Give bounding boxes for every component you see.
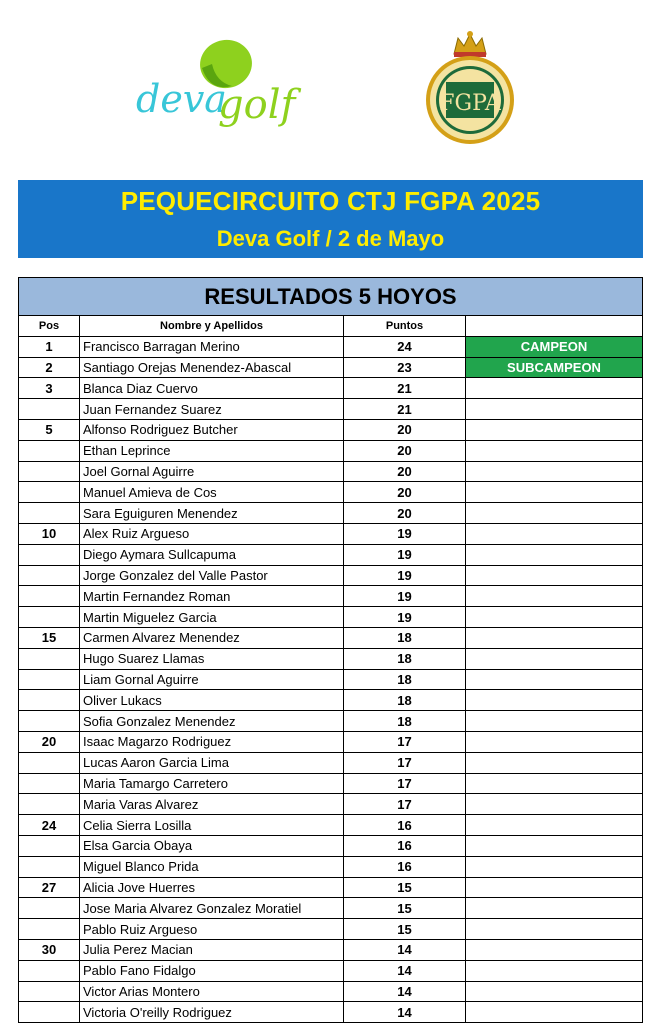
table-row: [19, 960, 643, 981]
table-row: [19, 565, 643, 586]
cell-points: 20: [344, 419, 466, 440]
table-row: [19, 877, 643, 898]
cell-points: 17: [344, 794, 466, 815]
cell-name: Juan Fernandez Suarez: [80, 399, 344, 420]
fgpa-seal-logo: [420, 30, 520, 146]
fgpa-seal-text: FGPA: [439, 91, 501, 116]
award-empty: [466, 419, 643, 440]
results-table: [18, 315, 643, 1023]
award-empty: [466, 586, 643, 607]
award-empty: [466, 877, 643, 898]
cell-name: Julia Perez Macian: [80, 939, 344, 960]
award-empty: [466, 461, 643, 482]
title-banner: [18, 180, 643, 258]
table-row: [19, 898, 643, 919]
award-empty: [466, 669, 643, 690]
cell-name: Celia Sierra Losilla: [80, 815, 344, 836]
table-row: [19, 336, 643, 357]
cell-pos: [19, 898, 80, 919]
cell-points: 18: [344, 690, 466, 711]
cell-points: 15: [344, 877, 466, 898]
award-badge: CAMPEON: [466, 336, 643, 357]
cell-pos: [19, 586, 80, 607]
cell-name: Sara Eguiguren Menendez: [80, 503, 344, 524]
cell-pos: [19, 669, 80, 690]
award-empty: [466, 544, 643, 565]
table-row: [19, 419, 643, 440]
award-empty: [466, 981, 643, 1002]
award-empty: [466, 711, 643, 732]
cell-name: Jorge Gonzalez del Valle Pastor: [80, 565, 344, 586]
cell-name: Diego Aymara Sullcapuma: [80, 544, 344, 565]
table-row: [19, 461, 643, 482]
cell-pos: [19, 607, 80, 628]
cell-pos: 20: [19, 731, 80, 752]
cell-points: 20: [344, 482, 466, 503]
cell-name: Alfonso Rodriguez Butcher: [80, 419, 344, 440]
award-badge: SUBCAMPEON: [466, 357, 643, 378]
cell-pos: [19, 711, 80, 732]
table-row: [19, 523, 643, 544]
award-empty: [466, 773, 643, 794]
table-row: [19, 773, 643, 794]
cell-pos: 1: [19, 336, 80, 357]
award-empty: [466, 939, 643, 960]
cell-pos: [19, 399, 80, 420]
cell-points: 19: [344, 607, 466, 628]
cell-name: Sofia Gonzalez Menendez: [80, 711, 344, 732]
cell-pos: [19, 440, 80, 461]
table-row: [19, 856, 643, 877]
table-row: [19, 669, 643, 690]
table-row: [19, 544, 643, 565]
cell-points: 17: [344, 731, 466, 752]
cell-pos: 10: [19, 523, 80, 544]
cell-pos: [19, 565, 80, 586]
award-empty: [466, 835, 643, 856]
cell-pos: 24: [19, 815, 80, 836]
svg-text:golf: golf: [218, 82, 296, 128]
cell-pos: [19, 960, 80, 981]
cell-pos: 15: [19, 627, 80, 648]
cell-name: Joel Gornal Aguirre: [80, 461, 344, 482]
cell-points: 18: [344, 627, 466, 648]
cell-name: Maria Varas Alvarez: [80, 794, 344, 815]
cell-name: Victoria O'reilly Rodriguez: [80, 1002, 344, 1023]
cell-pos: [19, 919, 80, 940]
table-row: [19, 1002, 643, 1023]
cell-points: 24: [344, 336, 466, 357]
cell-pos: [19, 981, 80, 1002]
award-empty: [466, 523, 643, 544]
cell-points: 19: [344, 565, 466, 586]
cell-pos: 3: [19, 378, 80, 399]
column-header-pos: Pos: [19, 316, 80, 337]
cell-pos: [19, 503, 80, 524]
cell-name: Francisco Barragan Merino: [80, 336, 344, 357]
cell-pos: [19, 544, 80, 565]
table-row: [19, 627, 643, 648]
cell-pos: 5: [19, 419, 80, 440]
cell-name: Hugo Suarez Llamas: [80, 648, 344, 669]
cell-pos: [19, 690, 80, 711]
table-row: [19, 648, 643, 669]
results-title: RESULTADOS 5 HOYOS: [204, 284, 457, 309]
cell-name: Jose Maria Alvarez Gonzalez Moratiel: [80, 898, 344, 919]
table-row: [19, 815, 643, 836]
table-row: [19, 752, 643, 773]
cell-name: Blanca Diaz Cuervo: [80, 378, 344, 399]
cell-pos: [19, 835, 80, 856]
award-empty: [466, 731, 643, 752]
cell-name: Lucas Aaron Garcia Lima: [80, 752, 344, 773]
column-header-name: Nombre y Apellidos: [80, 316, 344, 337]
cell-points: 16: [344, 835, 466, 856]
cell-name: Isaac Magarzo Rodriguez: [80, 731, 344, 752]
award-empty: [466, 690, 643, 711]
table-row: [19, 357, 643, 378]
award-empty: [466, 794, 643, 815]
award-empty: [466, 482, 643, 503]
cell-points: 17: [344, 752, 466, 773]
table-row: [19, 731, 643, 752]
results-header: [18, 277, 643, 316]
cell-pos: 30: [19, 939, 80, 960]
table-row: [19, 711, 643, 732]
cell-points: 14: [344, 1002, 466, 1023]
cell-points: 18: [344, 648, 466, 669]
award-empty: [466, 565, 643, 586]
award-empty: [466, 752, 643, 773]
fgpa-seal-graphic: [420, 30, 520, 146]
cell-pos: [19, 461, 80, 482]
cell-name: Liam Gornal Aguirre: [80, 669, 344, 690]
award-empty: [466, 378, 643, 399]
cell-points: 17: [344, 773, 466, 794]
table-row: [19, 482, 643, 503]
cell-points: 16: [344, 856, 466, 877]
table-row: [19, 939, 643, 960]
banner-title: PEQUECIRCUITO CTJ FGPA 2025: [120, 186, 541, 216]
award-empty: [466, 627, 643, 648]
award-empty: [466, 898, 643, 919]
award-empty: [466, 648, 643, 669]
award-empty: [466, 503, 643, 524]
cell-points: 15: [344, 898, 466, 919]
cell-pos: [19, 773, 80, 794]
cell-pos: [19, 482, 80, 503]
cell-pos: [19, 648, 80, 669]
cell-points: 19: [344, 586, 466, 607]
banner-subtitle: Deva Golf / 2 de Mayo: [216, 226, 445, 251]
cell-points: 19: [344, 523, 466, 544]
deva-golf-logo-graphic: [132, 34, 308, 140]
cell-points: 15: [344, 919, 466, 940]
cell-points: 23: [344, 357, 466, 378]
cell-points: 20: [344, 503, 466, 524]
table-row: [19, 919, 643, 940]
cell-name: Santiago Orejas Menendez-Abascal: [80, 357, 344, 378]
award-empty: [466, 1002, 643, 1023]
table-row: [19, 503, 643, 524]
award-empty: [466, 960, 643, 981]
table-header-row: [19, 316, 643, 337]
award-column-header: [466, 316, 643, 337]
cell-pos: [19, 752, 80, 773]
award-empty: [466, 440, 643, 461]
cell-points: 18: [344, 669, 466, 690]
column-header-points: Puntos: [344, 316, 466, 337]
cell-name: Pablo Ruiz Argueso: [80, 919, 344, 940]
cell-name: Oliver Lukacs: [80, 690, 344, 711]
cell-points: 16: [344, 815, 466, 836]
cell-name: Alicia Jove Huerres: [80, 877, 344, 898]
table-row: [19, 607, 643, 628]
cell-name: Miguel Blanco Prida: [80, 856, 344, 877]
table-row: [19, 378, 643, 399]
award-empty: [466, 815, 643, 836]
deva-golf-logo: [132, 34, 308, 140]
table-row: [19, 586, 643, 607]
cell-name: Pablo Fano Fidalgo: [80, 960, 344, 981]
table-row: [19, 981, 643, 1002]
award-empty: [466, 607, 643, 628]
cell-points: 14: [344, 939, 466, 960]
cell-points: 21: [344, 378, 466, 399]
cell-name: Alex Ruiz Argueso: [80, 523, 344, 544]
cell-pos: [19, 1002, 80, 1023]
cell-points: 14: [344, 960, 466, 981]
cell-name: Maria Tamargo Carretero: [80, 773, 344, 794]
table-row: [19, 835, 643, 856]
cell-points: 14: [344, 981, 466, 1002]
cell-name: Martin Miguelez Garcia: [80, 607, 344, 628]
cell-name: Manuel Amieva de Cos: [80, 482, 344, 503]
cell-points: 18: [344, 711, 466, 732]
table-row: [19, 690, 643, 711]
table-row: [19, 794, 643, 815]
cell-pos: 27: [19, 877, 80, 898]
cell-points: 20: [344, 440, 466, 461]
cell-name: Victor Arias Montero: [80, 981, 344, 1002]
cell-pos: [19, 794, 80, 815]
cell-points: 20: [344, 461, 466, 482]
cell-name: Ethan Leprince: [80, 440, 344, 461]
results-body: [19, 336, 643, 1022]
cell-points: 21: [344, 399, 466, 420]
award-empty: [466, 399, 643, 420]
award-empty: [466, 856, 643, 877]
award-empty: [466, 919, 643, 940]
cell-name: Martin Fernandez Roman: [80, 586, 344, 607]
cell-pos: [19, 856, 80, 877]
svg-text:deva: deva: [136, 77, 227, 121]
cell-pos: 2: [19, 357, 80, 378]
table-row: [19, 440, 643, 461]
cell-name: Elsa Garcia Obaya: [80, 835, 344, 856]
cell-points: 19: [344, 544, 466, 565]
table-row: [19, 399, 643, 420]
cell-name: Carmen Alvarez Menendez: [80, 627, 344, 648]
